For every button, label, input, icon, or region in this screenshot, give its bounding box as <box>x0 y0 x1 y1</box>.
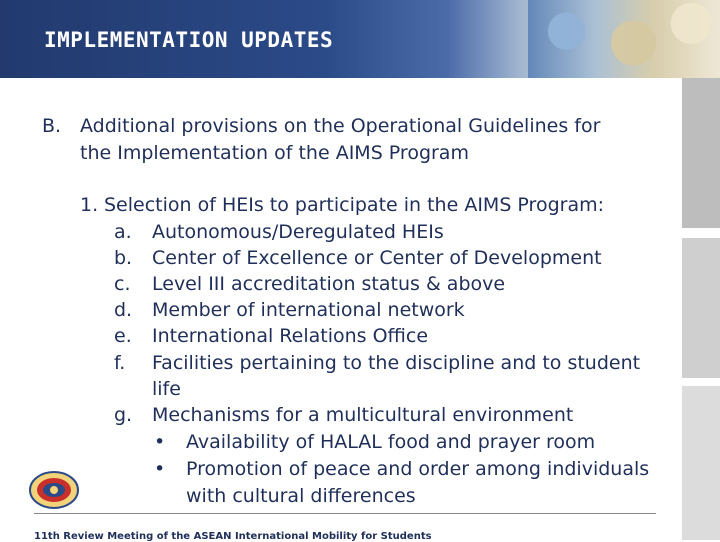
criteria-text-continuation: life <box>152 378 181 400</box>
footer-caption: 11th Review Meeting of the ASEAN International Mobility for Students <box>34 531 432 542</box>
decorative-side-stripe <box>682 78 720 540</box>
criteria-letter: b. <box>114 247 133 269</box>
criteria-letter: d. <box>114 299 133 321</box>
footer-divider <box>34 513 656 514</box>
bullet-symbol: • <box>154 431 166 453</box>
bullet-text: Promotion of peace and order among individuals <box>186 458 650 480</box>
criteria-letter: c. <box>114 273 131 295</box>
item-text: Selection of HEIs to participate in the AIMS Program: <box>104 194 604 216</box>
criteria-text: Facilities pertaining to the discipline and to student <box>152 352 641 374</box>
header-photo-image <box>528 0 720 78</box>
section-heading-line2: the Implementation of the AIMS Program <box>80 142 469 164</box>
criteria-text: Autonomous/Deregulated HEIs <box>152 221 444 243</box>
item-number: 1. <box>80 194 99 216</box>
criteria-letter: a. <box>114 221 132 243</box>
slide-title: IMPLEMENTATION UPDATES <box>44 28 334 52</box>
commission-seal-icon <box>28 470 80 510</box>
criteria-letter: f. <box>114 352 126 374</box>
header-banner <box>0 0 720 78</box>
criteria-letter: e. <box>114 325 132 347</box>
bullet-symbol: • <box>154 458 166 480</box>
criteria-text: Center of Excellence or Center of Development <box>152 247 602 269</box>
section-heading-line1: Additional provisions on the Operational Guidelines for <box>80 115 601 137</box>
criteria-text: Mechanisms for a multicultural environment <box>152 404 574 426</box>
criteria-text: Level III accreditation status & above <box>152 273 506 295</box>
bullet-text-continuation: with cultural differences <box>186 485 416 507</box>
section-label: B. <box>42 115 62 137</box>
bullet-text: Availability of HALAL food and prayer room <box>186 431 596 453</box>
criteria-letter: g. <box>114 404 133 426</box>
criteria-text: Member of international network <box>152 299 465 321</box>
criteria-text: International Relations Office <box>152 325 429 347</box>
